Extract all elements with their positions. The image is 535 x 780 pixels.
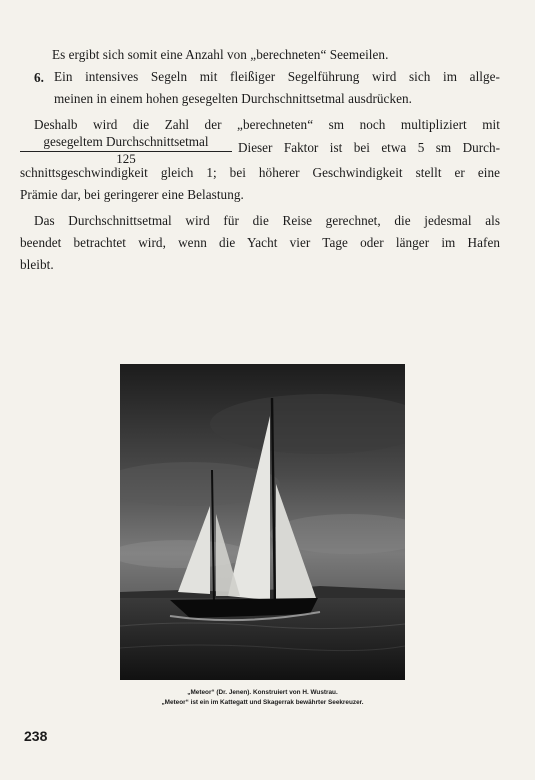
list-item-6 [54, 66, 500, 88]
fraction-denominator: 125 [116, 151, 136, 166]
text-line: beendet betrachtet wird, wenn die Yacht vier Tage oder länger im Hafen [20, 235, 500, 250]
page-number: 238 [24, 728, 48, 744]
photo-caption [100, 688, 425, 708]
paragraph-durchschnittsetmal-end [20, 254, 500, 276]
paragraph-durchschnittsetmal-cont [20, 232, 500, 254]
text-line: Es ergibt sich somit eine Anzahl von „berechneten“ Seemeilen. [52, 47, 389, 62]
text-line: Deshalb wird die Zahl der „berechneten“ sm noch multipliziert mit [34, 117, 500, 132]
text-line: Das Durchschnittsetmal wird für die Reise gerechnet, die jedesmal als [34, 213, 500, 228]
fraction-numerator: gesegeltem Durchschnittsetmal [20, 134, 232, 152]
caption-line: „Meteor“ (Dr. Jenen). Konstruiert von H. Wustrau. [187, 689, 338, 696]
paragraph-durchschnittsetmal [34, 210, 500, 232]
text-line: schnittsgeschwindigkeit gleich 1; bei höherer Geschwindigkeit stellt er eine [20, 165, 500, 180]
text-line: meinen in einem hohen gesegelten Durchschnittsetmal ausdrücken. [54, 91, 413, 106]
text-after-fraction: Dieser Faktor ist bei etwa 5 sm Durch- [238, 140, 500, 155]
text-line: Prämie dar, bei geringerer eine Belastung. [20, 187, 244, 202]
caption-line: „Meteor“ ist ein im Kattegatt und Skagerrak bewährter Seekreuzer. [161, 699, 364, 706]
paragraph-seemeilen [52, 44, 492, 66]
paragraph-deshalb [34, 114, 500, 136]
text-line: bleibt. [20, 257, 54, 272]
list-item-6-cont [54, 88, 500, 110]
sailboat-illustration [120, 364, 405, 680]
yacht-photo [120, 364, 405, 680]
list-number: 6. [34, 70, 44, 85]
paragraph-deshalb-cont [20, 162, 500, 184]
text-line: Ein intensives Segeln mit fleißiger Segelführung wird sich im allge- [54, 69, 500, 84]
paragraph-deshalb-end [20, 184, 500, 206]
